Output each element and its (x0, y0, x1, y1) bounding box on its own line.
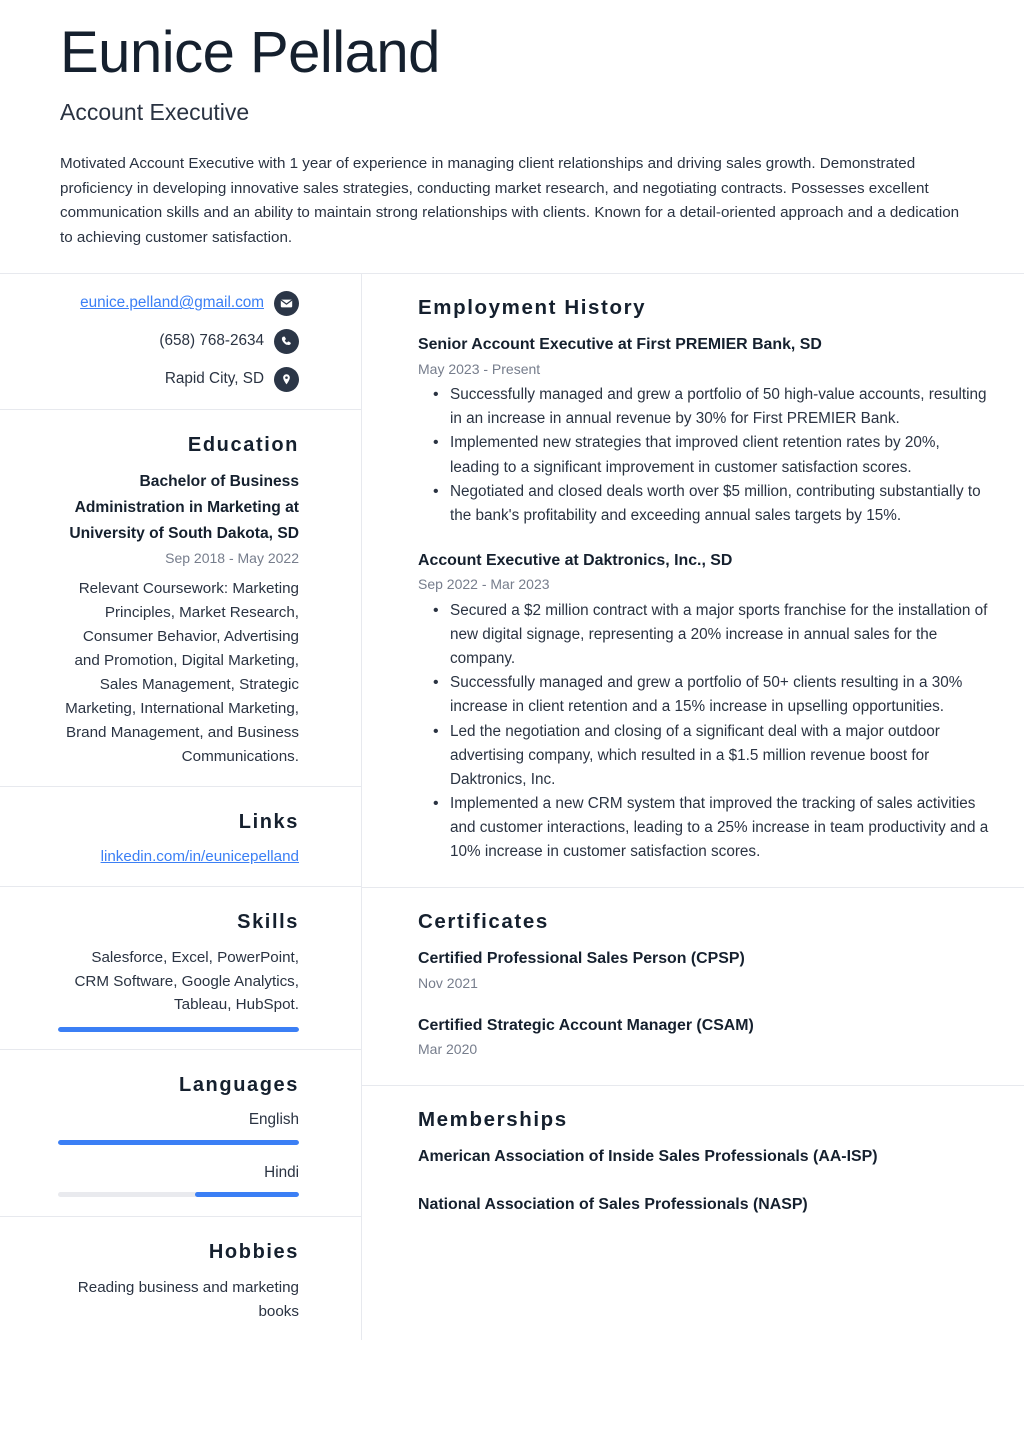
employment-bullet: • Successfully managed and grew a portfolio of 50+ clients resulting in a 30% increase in client retention and a 15% increase in upselling opportunities. (448, 671, 990, 719)
employment-history-section (362, 274, 1024, 888)
education-description: Relevant Coursework: Marketing Principles, Market Research, Consumer Behavior, Advertising and Promotion, Digital Marketing, Sales Management, Strategic Marketing, International Marketing, Brand Management, and Business Communications. (65, 580, 299, 766)
membership-entry: National Association of Sales Professionals (NASP) (418, 1195, 808, 1213)
employment-bullet: • Secured a $2 million contract with a major sports franchise for the installation of new digital signage, representing a 20% increase in annual sales for the company. (448, 599, 990, 671)
employment-bullet: • Implemented a new CRM system that improved the tracking of sales activities and customer interactions, leading to a 25% increase in team productivity and a 10% increase in customer satisfaction scores. (448, 792, 990, 864)
hobbies-text: Reading business and marketing books (77, 1278, 299, 1320)
employment-bullet: • Led the negotiation and closing of a significant deal with a major outdoor advertising company, which resulted in a $1.5 million revenue boost for Daktronics, Inc. (448, 720, 990, 792)
education-degree: Bachelor of Business Administration in Marketing at University of South Dakota, SD (69, 472, 299, 543)
certificate-date: Nov 2021 (418, 974, 478, 991)
links-heading: Links (238, 811, 299, 834)
resume-header (0, 0, 1024, 273)
sidebar-column (0, 274, 362, 1341)
certificate-title: Certified Professional Sales Person (CPSP) (418, 950, 745, 968)
employment-bullet-list (418, 383, 990, 528)
certificate-entry-list (418, 948, 990, 1060)
language-name: Hindi (264, 1163, 299, 1181)
contact-row-phone[interactable] (58, 329, 299, 354)
location-text: Rapid City, SD (164, 370, 264, 388)
employment-bullet: • Implemented new strategies that improved client retention rates by 20%, leading to a significant improvement in customer satisfaction scores. (448, 431, 990, 479)
employment-entry (418, 550, 990, 864)
map-pin-icon (274, 367, 299, 392)
skills-heading: Skills (237, 911, 299, 933)
membership-entry: American Association of Inside Sales Professionals (AA-ISP) (418, 1148, 878, 1166)
envelope-icon (274, 291, 299, 316)
employment-entry-list (418, 334, 990, 864)
job-title: Account Executive (60, 98, 250, 125)
skills-text: Salesforce, Excel, PowerPoint, CRM Software, Google Analytics, Tableau, HubSpot. (74, 949, 299, 1014)
contact-section (0, 274, 361, 410)
email-text[interactable]: eunice.pelland@gmail.com (80, 294, 264, 312)
certificate-date: Mar 2020 (418, 1041, 478, 1058)
employment-entry (418, 334, 990, 528)
hobbies-section (0, 1217, 361, 1340)
page-title: Eunice Pelland (60, 20, 440, 85)
employment-history-heading: Employment History (418, 295, 647, 319)
education-heading: Education (187, 433, 299, 456)
memberships-section (362, 1086, 1024, 1238)
employment-entry-date: May 2023 - Present (418, 360, 541, 377)
languages-section (0, 1050, 361, 1217)
main-column (362, 274, 1024, 1341)
certificates-section (362, 888, 1024, 1086)
contact-row-email[interactable] (58, 291, 299, 316)
hobbies-heading: Hobbies (208, 1240, 299, 1263)
employment-entry-date: Sep 2022 - Mar 2023 (418, 576, 550, 593)
links-section (0, 787, 361, 887)
certificate-entry (418, 1015, 990, 1060)
language-item-hindi (58, 1162, 299, 1197)
language-level-bar (58, 1140, 299, 1145)
membership-entry-list (418, 1146, 990, 1215)
language-level-bar (58, 1192, 299, 1197)
certificate-title: Certified Strategic Account Manager (CSAM) (418, 1016, 754, 1034)
contact-row-location (58, 367, 299, 392)
certificates-heading: Certificates (418, 909, 549, 933)
education-section (0, 410, 361, 787)
certificate-entry (418, 948, 990, 993)
resume-body (0, 274, 1024, 1341)
employment-bullet: • Successfully managed and grew a portfolio of 50 high-value accounts, resulting in an increase in annual revenue by 30% for First PREMIER Bank. (448, 383, 990, 431)
employment-bullet: • Negotiated and closed deals worth over $5 million, contributing substantially to the bank's profitability and exceeding annual sales targets by 15%. (448, 480, 990, 528)
languages-heading: Languages (179, 1074, 299, 1097)
skills-section (0, 887, 361, 1050)
professional-summary: Motivated Account Executive with 1 year of experience in managing client relationships and driving sales growth. Demonstrated proficiency in developing innovative sales strategies, conducting market research, and negotiating contracts. Possesses excellent communication skills and an ability to maintain strong relationships with clients. Known for a detail-oriented approach and a dedication to achieving customer satisfaction. (60, 155, 960, 247)
language-name: English (248, 1111, 299, 1129)
phone-icon (274, 329, 299, 354)
employment-bullet-list (418, 599, 990, 865)
employment-entry-title: Account Executive at Daktronics, Inc., SD (418, 552, 733, 570)
memberships-heading: Memberships (418, 1107, 568, 1131)
employment-entry-title: Senior Account Executive at First PREMIER Bank, SD (418, 336, 822, 354)
education-date: Sep 2018 - May 2022 (165, 550, 299, 567)
link-item-linkedin[interactable]: linkedin.com/in/eunicepelland (100, 848, 299, 866)
language-item-english (58, 1109, 299, 1144)
skills-level-bar (58, 1027, 299, 1032)
phone-text: (658) 768-2634 (159, 332, 264, 350)
